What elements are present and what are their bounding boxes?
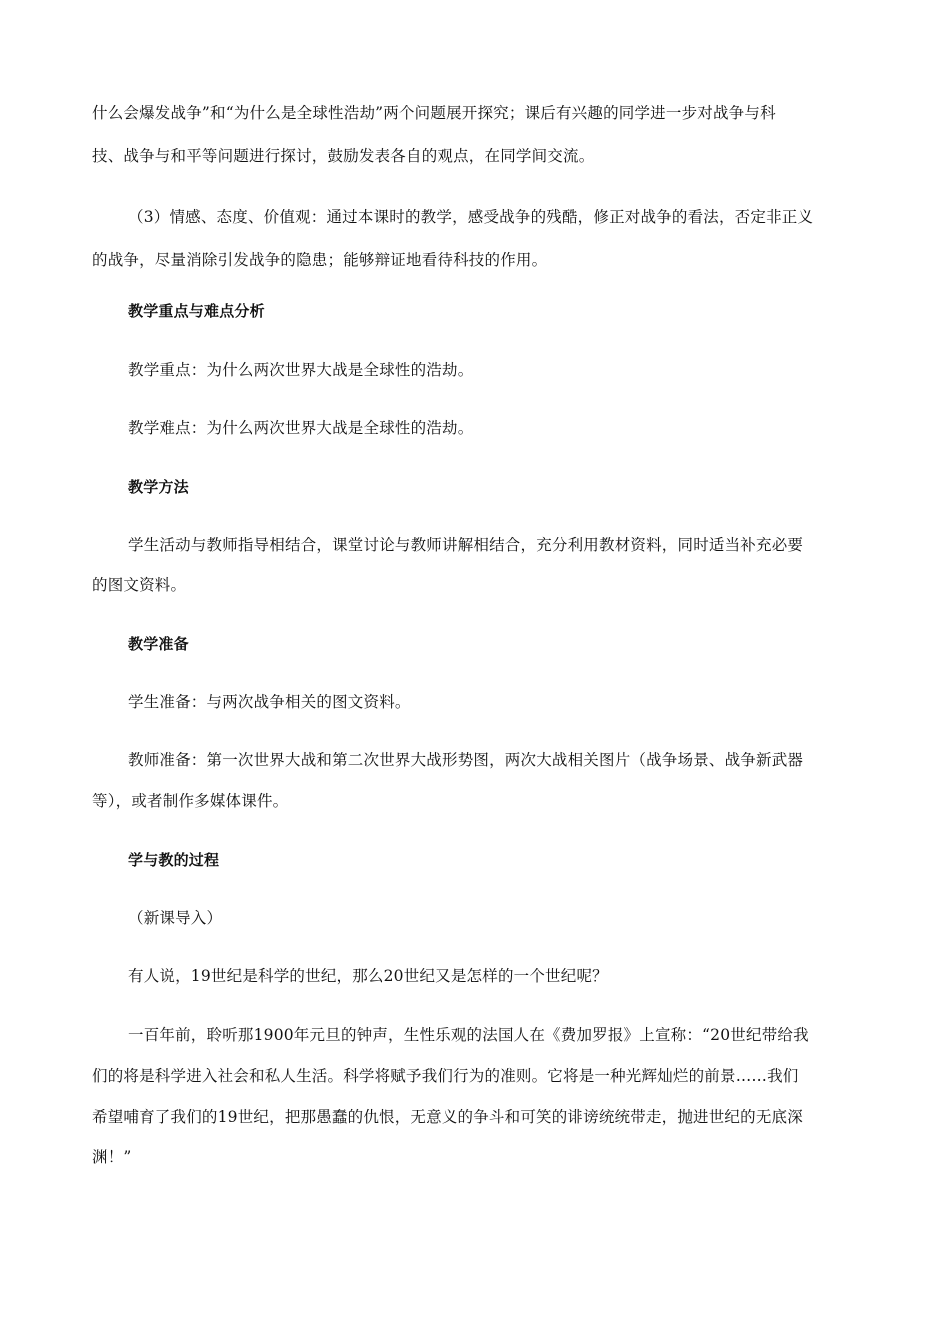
section-heading: 学与教的过程 (128, 851, 220, 869)
paragraph-line: （3）情感、态度、价值观：通过本课时的教学，感受战争的残酷，修正对战争的看法，否定非正义 (128, 208, 814, 226)
paragraph-line: 教学重点：为什么两次世界大战是全球性的浩劫。 (128, 361, 474, 379)
section-heading: 教学准备 (128, 635, 189, 653)
paragraph-line: 有人说，19世纪是科学的世纪，那么20世纪又是怎样的一个世纪呢？ (128, 967, 608, 985)
paragraph-line: 希望哺育了我们的19世纪，把那愚蠢的仇恨，无意义的争斗和可笑的诽谤统统带走，抛进世纪的无底深 (92, 1108, 803, 1126)
section-heading: 教学重点与难点分析 (128, 302, 265, 320)
paragraph-line: 学生活动与教师指导相结合，课堂讨论与教师讲解相结合，充分利用教材资料，同时适当补充必要 (128, 536, 804, 554)
paragraph-line: 学生准备：与两次战争相关的图文资料。 (128, 693, 411, 711)
paragraph-line: 等），或者制作多媒体课件。 (92, 792, 289, 810)
paragraph-line: 的战争，尽量消除引发战争的隐患；能够辩证地看待科技的作用。 (92, 251, 548, 269)
paragraph-line: （新课导入） (128, 909, 223, 927)
paragraph-line: 教学难点：为什么两次世界大战是全球性的浩劫。 (128, 419, 474, 437)
paragraph-line: 什么会爆发战争”和“为什么是全球性浩劫”两个问题展开探究；课后有兴趣的同学进一步对战争与科 (92, 104, 776, 122)
paragraph-line: 渊！” (92, 1148, 132, 1166)
paragraph-line: 技、战争与和平等问题进行探讨，鼓励发表各自的观点，在同学间交流。 (92, 147, 595, 165)
paragraph-line: 一百年前，聆听那1900年元旦的钟声，生性乐观的法国人在《费加罗报》上宣称：“20世纪带给我 (128, 1026, 809, 1044)
paragraph-line: 们的将是科学进入社会和私人生活。科学将赋予我们行为的准则。它将是一种光辉灿烂的前景……我们 (92, 1067, 799, 1085)
section-heading: 教学方法 (128, 478, 189, 496)
paragraph-line: 的图文资料。 (92, 576, 187, 594)
paragraph-line: 教师准备：第一次世界大战和第二次世界大战形势图，两次大战相关图片（战争场景、战争新武器 (128, 751, 804, 769)
